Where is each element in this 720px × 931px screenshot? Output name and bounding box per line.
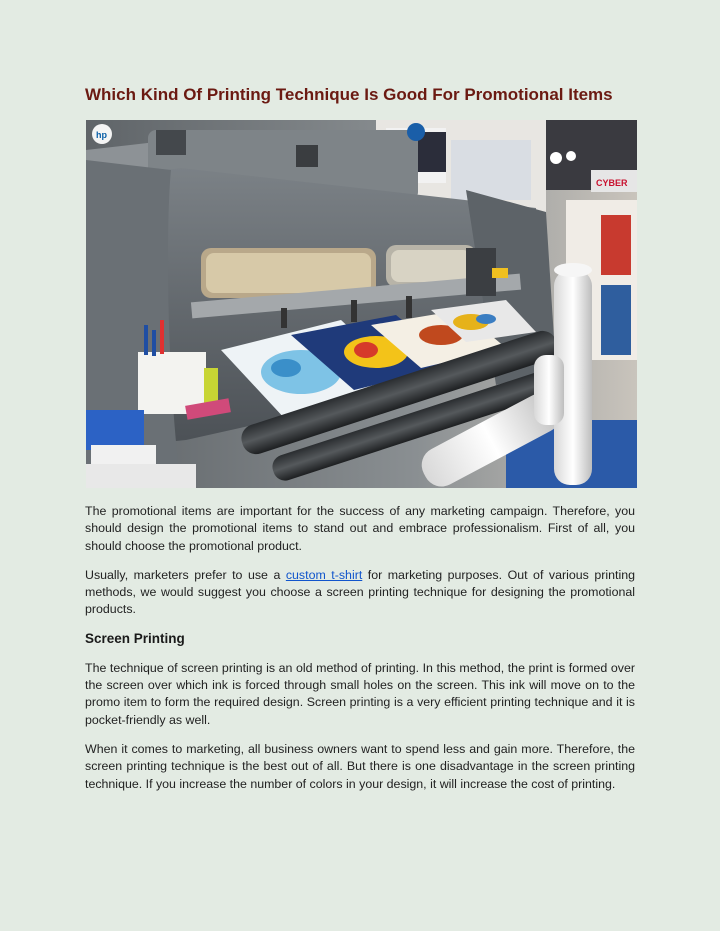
paragraph-custom-tshirt bbox=[85, 567, 635, 619]
paragraph-text-after-link: for marketing purposes. Out of various printing methods, we would suggest you choose a screen printing technique for designing the promotional products. bbox=[85, 567, 635, 617]
hp-logo-icon: hp bbox=[96, 130, 107, 140]
printer-illustration bbox=[86, 120, 637, 488]
printer-photo bbox=[86, 120, 637, 488]
paragraph-screen-printing-cost: When it comes to marketing, all business owners want to spend less and gain more. Therefore, the screen printing technique is the best out of all. But there is one disadvantage in the screen printing technique. If you increase the number of colors in your design, it will increase the cost of printing. bbox=[85, 741, 635, 791]
custom-tshirt-link[interactable]: custom t-shirt bbox=[285, 567, 363, 582]
page-title: Which Kind Of Printing Technique Is Good For Promotional Items bbox=[85, 85, 613, 104]
paragraph-text-before-link: Usually, marketers prefer to use a bbox=[85, 567, 286, 582]
paragraph-intro: The promotional items are important for the success of any marketing campaign. Therefore, you should design the promotional items to stand out and embrace professionalism. First of all, you should choose the promotional product. bbox=[85, 504, 635, 553]
article-body bbox=[85, 503, 635, 805]
banner-text: CYBER bbox=[596, 178, 628, 188]
section-heading-screen-printing: Screen Printing bbox=[85, 630, 185, 646]
paragraph-screen-printing-method: The technique of screen printing is an old method of printing. In this method, the print is formed over the screen over which ink is forced through small holes on the screen. This ink will move on to the promo item to form the required design. Screen printing is a very efficient printing technique and it is pocket-friendly as well. bbox=[85, 660, 635, 727]
